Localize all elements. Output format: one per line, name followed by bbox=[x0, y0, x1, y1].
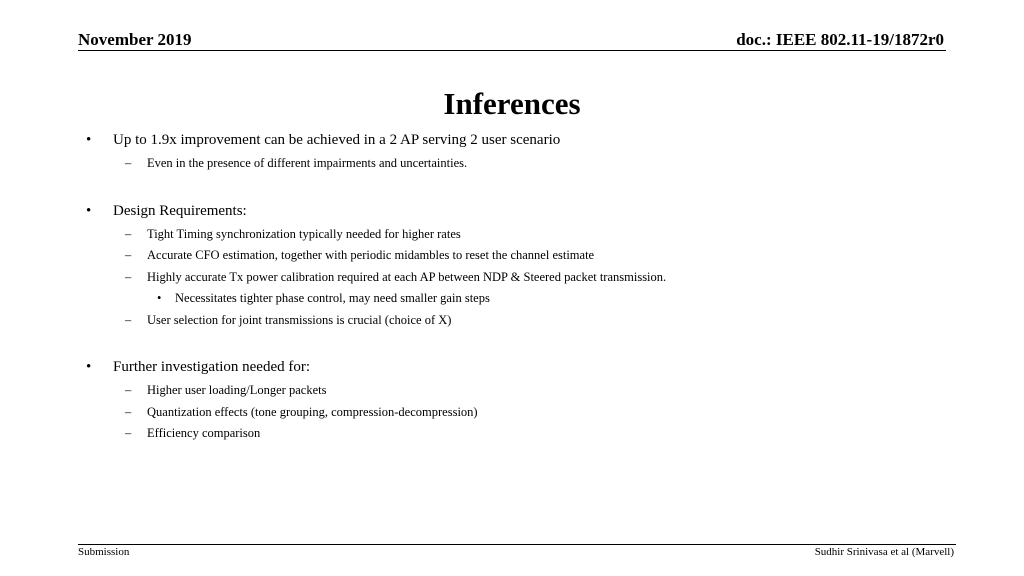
sub-bullet-marker: – bbox=[125, 248, 132, 262]
sub-bullet-text: Quantization effects (tone grouping, compression-decompression) bbox=[147, 405, 478, 419]
sub-bullet-marker: – bbox=[125, 313, 132, 327]
sub-sub-bullet-text: Necessitates tighter phase control, may need smaller gain steps bbox=[175, 291, 490, 305]
sub-bullet-text: Tight Timing synchronization typically needed for higher rates bbox=[147, 227, 461, 241]
sub-bullet-text: Highly accurate Tx power calibration required at each AP between NDP & Steered packet transmission. bbox=[147, 270, 667, 284]
sub-bullet-marker: – bbox=[125, 383, 132, 397]
sub-bullet-marker: – bbox=[125, 227, 132, 241]
sub-bullet-text: Even in the presence of different impairments and uncertainties. bbox=[147, 156, 468, 170]
bullet-text: Design Requirements: bbox=[113, 203, 247, 219]
bullet-marker: • bbox=[86, 203, 92, 219]
sub-bullet-text: Efficiency comparison bbox=[147, 426, 261, 440]
sub-bullet-text: Accurate CFO estimation, together with periodic midambles to reset the channel estimate bbox=[147, 248, 595, 262]
footer-submission: Submission bbox=[78, 546, 130, 558]
header-doc-id: doc.: IEEE 802.11-19/1872r0 bbox=[736, 30, 944, 49]
sub-bullet-marker: – bbox=[125, 270, 132, 284]
sub-bullet-marker: – bbox=[125, 405, 132, 419]
header-date: November 2019 bbox=[78, 30, 192, 49]
sub-bullet-text: User selection for joint transmissions is crucial (choice of X) bbox=[147, 313, 452, 327]
bullet-text: Further investigation needed for: bbox=[113, 359, 311, 375]
slide-title: Inferences bbox=[443, 86, 581, 121]
footer-author: Sudhir Srinivasa et al (Marvell) bbox=[814, 546, 954, 558]
bullet-text: Up to 1.9x improvement can be achieved in a 2 AP serving 2 user scenario bbox=[113, 132, 561, 148]
sub-bullet-text: Higher user loading/Longer packets bbox=[147, 383, 327, 397]
sub-bullet-marker: – bbox=[125, 156, 132, 170]
sub-bullet-marker: – bbox=[125, 426, 132, 440]
sub-sub-bullet-marker: • bbox=[157, 291, 162, 305]
bullet-marker: • bbox=[86, 132, 92, 148]
bullet-marker: • bbox=[86, 359, 92, 375]
